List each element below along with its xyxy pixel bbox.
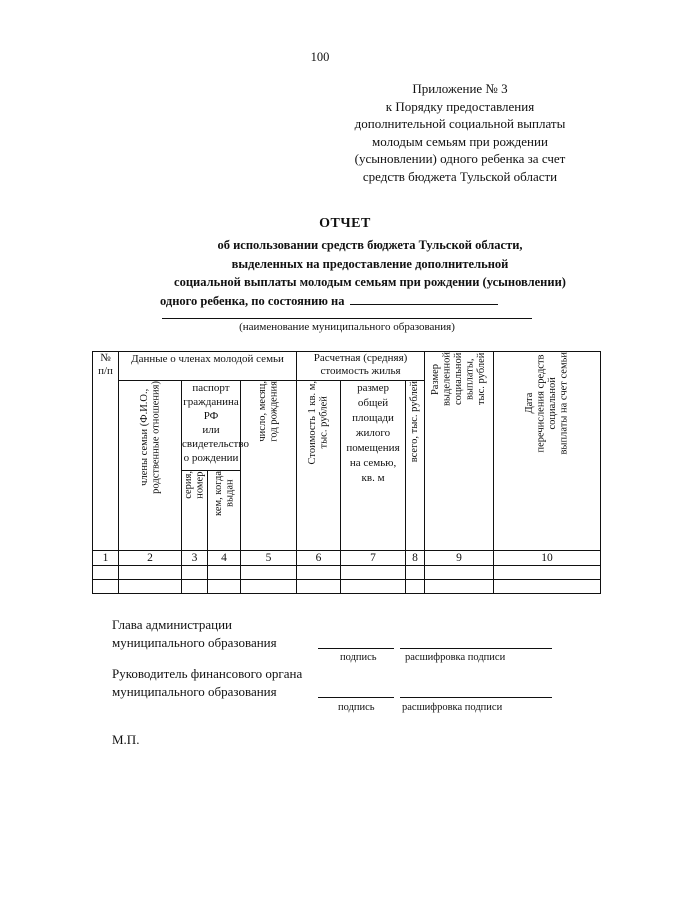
- subtitle-date-text: одного ребенка, по состоянию на: [160, 293, 345, 308]
- appendix-line: к Порядку предоставления: [385, 98, 535, 114]
- header-housing-cost: Расчетная (средняя) стоимость жилья: [297, 352, 425, 381]
- stamp-placeholder: М.П.: [112, 732, 140, 747]
- table-cell[interactable]: [93, 580, 119, 594]
- table-cell[interactable]: [406, 566, 425, 580]
- finance-signature-line[interactable]: [318, 697, 394, 698]
- table-cell[interactable]: [119, 580, 182, 594]
- header-series: серия, номер: [182, 471, 208, 551]
- col-num-2: 2: [119, 551, 182, 566]
- finance-signature-label: Руководитель финансового органа муниципального образования: [112, 666, 303, 699]
- col-num-6: 6: [297, 551, 341, 566]
- appendix-line: дополнительной социальной выплаты: [354, 116, 566, 132]
- col-num-3: 3: [182, 551, 208, 566]
- head-decode-line[interactable]: [400, 648, 552, 649]
- col-num-1: 1: [93, 551, 119, 566]
- subtitle-line: выделенных на предоставление дополнительной: [231, 256, 509, 271]
- table-cell[interactable]: [297, 580, 341, 594]
- header-total: всего, тыс. рублей: [406, 381, 425, 551]
- header-passport: паспорт гражданина РФ или свидетельство о рождении: [182, 381, 241, 471]
- table-cell[interactable]: [182, 566, 208, 580]
- header-row-number: № п/п: [93, 352, 119, 551]
- col-num-10: 10: [494, 551, 601, 566]
- header-birth-date: число, месяц, год рождения: [241, 381, 297, 551]
- header-payment-size: Размер выделенной социальной выплаты, тыс. рублей: [425, 352, 494, 551]
- table-cell[interactable]: [341, 580, 406, 594]
- col-num-4: 4: [208, 551, 241, 566]
- col-num-9: 9: [425, 551, 494, 566]
- subtitle-line-date: [100, 292, 640, 311]
- appendix-heading: [330, 80, 590, 186]
- table-cell[interactable]: [425, 580, 494, 594]
- table-cell[interactable]: [182, 580, 208, 594]
- subtitle-line: об использовании средств бюджета Тульской области,: [217, 238, 523, 252]
- header-cost-sqm: Стоимость 1 кв. м, тыс. рублей: [297, 381, 341, 551]
- table-cell[interactable]: [208, 580, 241, 594]
- municipality-caption: (наименование муниципального образования): [239, 321, 455, 333]
- finance-signature-caption: подпись: [338, 702, 375, 713]
- table-cell[interactable]: [241, 580, 297, 594]
- table-cell[interactable]: [341, 566, 406, 580]
- report-title: ОТЧЕТ: [319, 216, 371, 231]
- column-number-row: [93, 551, 601, 566]
- table-cell[interactable]: [297, 566, 341, 580]
- head-signature-caption: подпись: [340, 652, 377, 663]
- appendix-line: средств бюджета Тульской области: [362, 168, 558, 184]
- table-cell[interactable]: [208, 566, 241, 580]
- appendix-line: молодым семьям при рождении: [372, 133, 548, 149]
- table-row: [93, 566, 601, 580]
- head-decode-caption: расшифровка подписи: [405, 652, 506, 663]
- table-cell[interactable]: [406, 580, 425, 594]
- table-cell[interactable]: [425, 566, 494, 580]
- report-table: [92, 351, 601, 594]
- table-cell[interactable]: [494, 566, 601, 580]
- header-family-data: Данные о членах молодой семьи: [119, 352, 297, 381]
- report-date-blank[interactable]: [350, 293, 498, 305]
- table-cell[interactable]: [241, 566, 297, 580]
- head-signature-label: Глава администрации муниципального образования: [112, 617, 277, 650]
- page-number: 100: [310, 50, 330, 64]
- appendix-line: (усыновлении) одного ребенка за счет: [354, 151, 566, 167]
- head-signature-line[interactable]: [318, 648, 394, 649]
- table-row: [93, 580, 601, 594]
- report-subtitle: [100, 236, 640, 310]
- header-issued: кем, когда выдан: [208, 471, 241, 551]
- header-family-members: члены семьи (Ф.И.О., родственные отношения): [119, 381, 182, 551]
- col-num-5: 5: [241, 551, 297, 566]
- subtitle-line: социальной выплаты молодым семьям при рождении (усыновлении): [174, 275, 566, 289]
- finance-decode-line[interactable]: [400, 697, 552, 698]
- table-cell[interactable]: [93, 566, 119, 580]
- header-transfer-date: Дата перечисления средств социальной выплаты на счет семьи: [494, 352, 601, 551]
- municipality-name-line[interactable]: [162, 318, 532, 319]
- col-num-7: 7: [341, 551, 406, 566]
- table-cell[interactable]: [494, 580, 601, 594]
- table-cell[interactable]: [119, 566, 182, 580]
- col-num-8: 8: [406, 551, 425, 566]
- finance-decode-caption: расшифровка подписи: [402, 702, 503, 713]
- appendix-line: Приложение № 3: [412, 81, 508, 96]
- header-area: размер общей площади жилого помещения на семью, кв. м: [341, 381, 406, 551]
